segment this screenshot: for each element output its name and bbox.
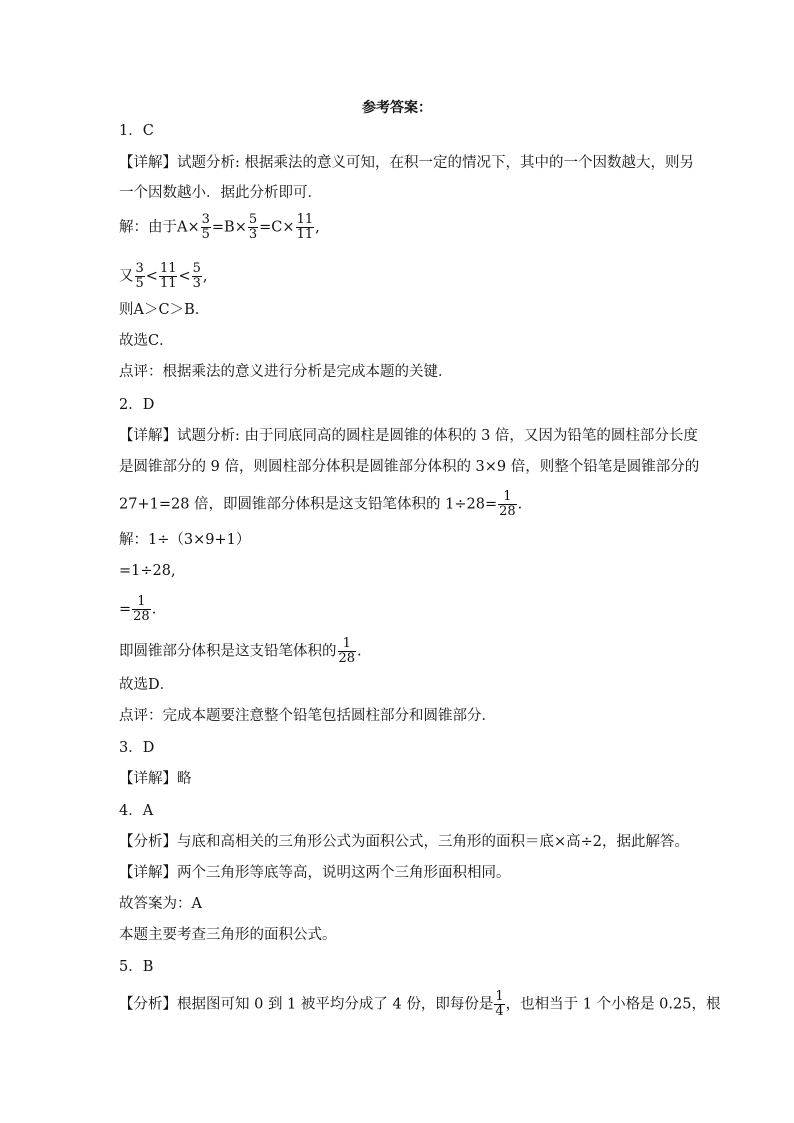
- fraction: [248, 213, 258, 242]
- q1-solution-line: [119, 213, 320, 242]
- q1-head: 1．C: [119, 123, 154, 139]
- q2-solution-3: [119, 595, 156, 624]
- page-title: 参考答案：: [362, 100, 432, 116]
- analysis-text: 【分析】根据图可知 0 到 1 被平均分成了 4 份，即每份是: [119, 996, 494, 1013]
- solution-text: =B×: [211, 219, 247, 236]
- numerator: 5: [192, 261, 201, 276]
- fraction: [338, 637, 357, 666]
- fraction: [494, 990, 504, 1019]
- fraction: [132, 595, 151, 624]
- q3-head: 3．D: [119, 740, 155, 756]
- numerator: 3: [201, 212, 210, 227]
- numerator: 1: [498, 490, 517, 505]
- q3-detail: 【详解】略: [119, 771, 192, 787]
- solution-text: .: [151, 601, 157, 618]
- detail-label: 【详解】: [119, 428, 177, 444]
- denominator: 5: [201, 227, 210, 242]
- q1-review: 点评：根据乘法的意义进行分析是完成本题的关键．: [119, 364, 453, 380]
- fraction: [498, 490, 517, 519]
- fraction: [201, 213, 211, 242]
- solution-text: =: [119, 601, 132, 618]
- q1-choose: 故选C．: [119, 333, 174, 349]
- q1-detail-line-2: 一个因数越小．据此分析即可．: [119, 185, 322, 201]
- solution-text: =C×: [259, 219, 295, 236]
- numerator: 11: [296, 212, 314, 227]
- numerator: 11: [159, 261, 177, 276]
- detail-label: 【详解】: [119, 155, 177, 171]
- numerator: 5: [248, 212, 258, 227]
- q5-analysis: [119, 990, 720, 1019]
- q5-head: 5．B: [119, 959, 154, 975]
- denominator: 4: [495, 1004, 504, 1019]
- denominator: 28: [338, 651, 356, 666]
- fraction: [296, 213, 315, 242]
- q2-head: 2．D: [119, 397, 155, 413]
- detail-text: 27+1=28 倍，即圆锥部分体积是这支铅笔体积的 1÷28=: [119, 496, 498, 513]
- detail-text: 试题分析: 根据乘法的意义可知，在积一定的情况下，其中的一个因数越大，则另: [177, 155, 694, 171]
- compare-text: 又: [119, 268, 134, 285]
- denominator: 3: [248, 227, 258, 242]
- result-text: .: [357, 643, 362, 660]
- q4-answer: 故答案为：A: [119, 896, 202, 912]
- fraction: [192, 262, 202, 291]
- q2-solution-1: 解：1÷（3×9+1）: [119, 532, 251, 548]
- q2-review: 点评：完成本题要注意整个铅笔包括圆柱部分和圆锥部分．: [119, 708, 496, 724]
- q2-solution-2: =1÷28,: [119, 563, 176, 579]
- q1-compare-line: [119, 262, 208, 291]
- solution-text: 解：由于A×: [119, 219, 200, 236]
- compare-text: ,: [202, 268, 208, 285]
- denominator: 28: [133, 609, 150, 624]
- q2-detail-line-1: [119, 426, 698, 446]
- detail-text: 试题分析: 由于同底同高的圆柱是圆锥的体积的 3 倍，又因为铅笔的圆柱部分长度: [177, 428, 698, 444]
- q4-analysis: 【分析】与底和高相关的三角形公式为面积公式，三角形的面积＝底×高÷2，据此解答。: [119, 834, 690, 850]
- fraction: [135, 262, 145, 291]
- q2-detail-line-3: [119, 490, 522, 519]
- q4-note: 本题主要考查三角形的面积公式。: [119, 927, 337, 943]
- result-text: 即圆锥部分体积是这支铅笔体积的: [119, 643, 337, 660]
- q4-detail: 【详解】两个三角形等底等高，说明这两个三角形面积相同。: [119, 865, 511, 881]
- denominator: 5: [135, 276, 144, 291]
- numerator: 3: [135, 261, 144, 276]
- denominator: 3: [192, 276, 201, 291]
- q2-detail-line-2: 是圆锥部分的 9 倍，则圆柱部分体积是圆锥部分体积的 3×9 倍，则整个铅笔是圆锥部分的: [119, 459, 700, 475]
- denominator: 28: [499, 504, 516, 519]
- solution-text: ,: [315, 219, 320, 236]
- numerator: 1: [338, 637, 357, 652]
- numerator: 1: [495, 989, 504, 1004]
- less-than-sign: <: [178, 268, 191, 285]
- detail-text: .: [517, 496, 523, 513]
- analysis-text: ，也相当于 1 个小格是 0.25，根: [505, 996, 721, 1013]
- q1-conclusion: 则A＞C＞B．: [119, 302, 210, 318]
- fraction: [159, 262, 178, 291]
- q2-choose: 故选D．: [119, 677, 175, 693]
- q2-result: [119, 637, 362, 666]
- denominator: 11: [159, 276, 177, 291]
- denominator: 11: [296, 227, 314, 242]
- numerator: 1: [132, 595, 151, 610]
- q1-detail-line-1: [119, 153, 694, 173]
- less-than-sign: <: [145, 268, 158, 285]
- q4-head: 4．A: [119, 803, 154, 819]
